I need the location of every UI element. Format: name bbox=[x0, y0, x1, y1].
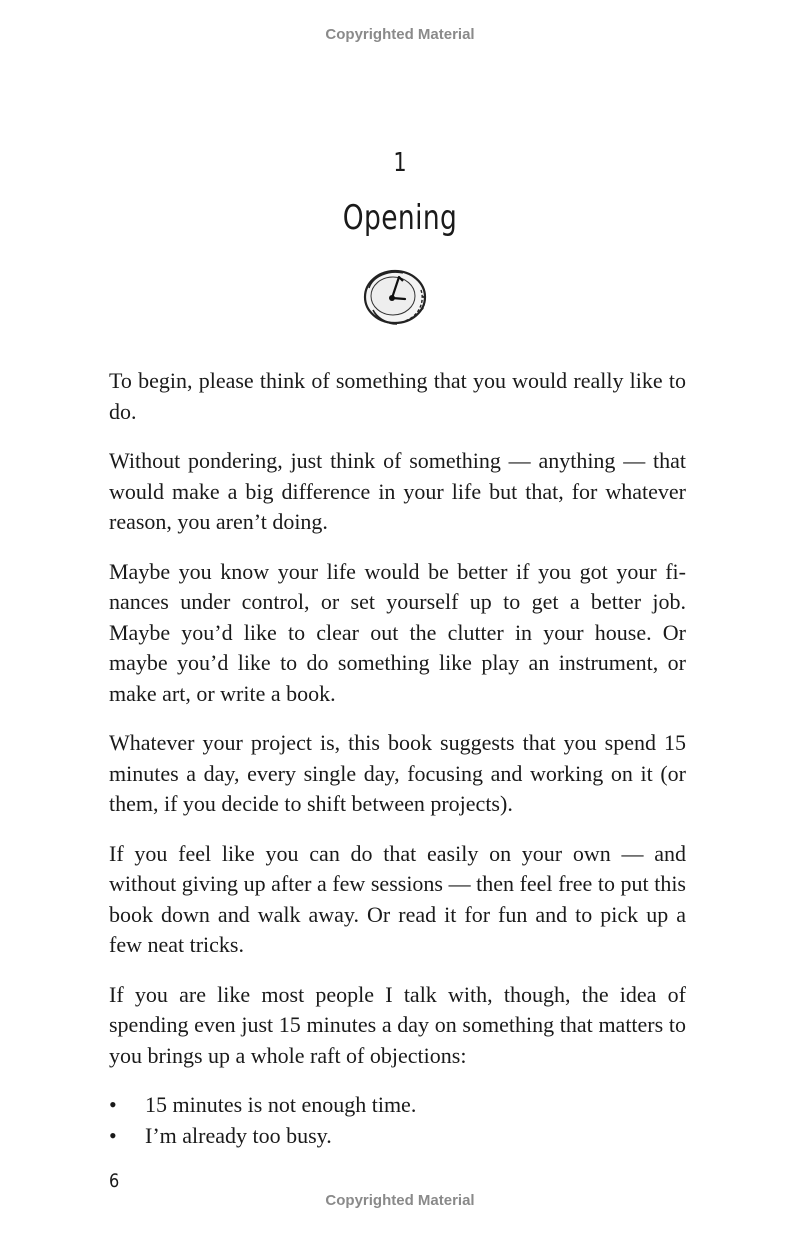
bullet-symbol: • bbox=[109, 1092, 117, 1117]
paragraph: Maybe you know your life would be better if you got your finances under control, or set yourself up to get a better job. Maybe you’d like to clear out the clutter in your house. Or maybe you’d like to do something like play an instrument, or make art, or write a book. bbox=[109, 558, 686, 706]
list-item bbox=[109, 1090, 686, 1121]
paragraph: If you are like most people I talk with, though, the idea of spending even just 15 minutes a day on something that matters to you brings up a whole raft of objections: bbox=[109, 981, 686, 1068]
chapter-number: 1 bbox=[393, 148, 407, 178]
clock-icon bbox=[359, 266, 431, 328]
paragraph: If you feel like you can do that easily on your own — and without giving up after a few sessions — then feel free to put this book down and walk away. Or read it for fun and to pick up a few neat tricks. bbox=[109, 840, 686, 957]
paragraph: To begin, please think of something that you would really like to do. bbox=[109, 368, 686, 424]
copyright-watermark-top: Copyrighted Material bbox=[325, 26, 475, 43]
list-item bbox=[109, 1121, 686, 1152]
chapter-title: Opening bbox=[342, 198, 458, 238]
objection-list bbox=[109, 1090, 686, 1151]
paragraph: Whatever your project is, this book suggests that you spend 15 minutes a day, every single day, focusing and working on it (or them, if you decide to shift between projects). bbox=[109, 730, 686, 816]
list-item-text: I’m already too busy. bbox=[145, 1122, 332, 1148]
list-item-text: 15 minutes is not enough time. bbox=[145, 1092, 417, 1117]
copyright-watermark-bottom: Copyrighted Material bbox=[325, 1192, 475, 1209]
bullet-symbol: • bbox=[109, 1122, 117, 1148]
page-number: 6 bbox=[109, 1170, 120, 1192]
body-text bbox=[109, 366, 686, 1151]
paragraph: Without pondering, just think of something — anything — that would make a big difference in your life but that, for whatever reason, you aren’t doing. bbox=[109, 448, 686, 534]
